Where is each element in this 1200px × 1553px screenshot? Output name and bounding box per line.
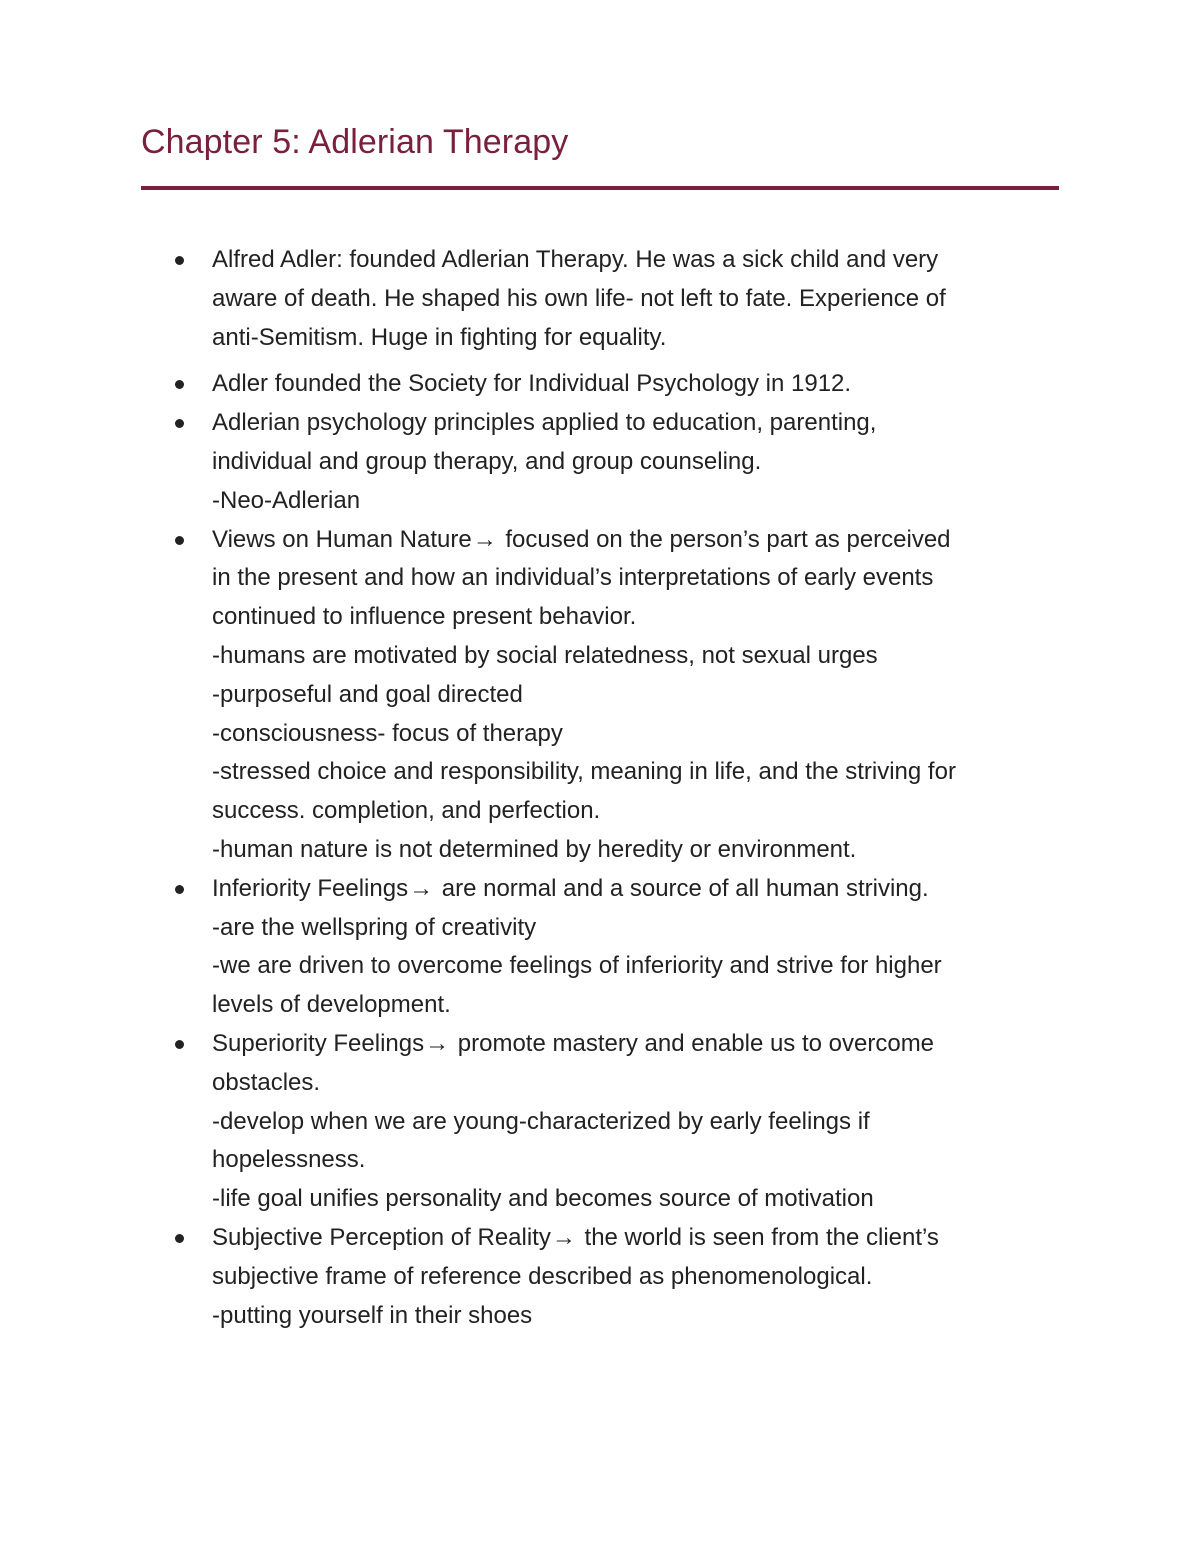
bullet-line [212,870,1072,909]
bullet-line [212,1103,1072,1142]
bullet-text: focused on the person’s part as perceived [498,525,951,553]
bullet-text: success. completion, and perfection. [212,797,601,825]
bullet-text: obstacles. [212,1068,321,1096]
bullet-item [212,1219,1072,1335]
bullet-dot-icon [175,1234,184,1243]
bullet-item [212,365,1072,404]
bullet-dot-icon [175,536,184,545]
bullet-item [212,241,1072,357]
bullet-line [212,986,1072,1025]
bullet-line [212,365,1072,404]
arrow-right-icon: → [551,1223,576,1251]
bullet-text: continued to influence present behavior. [212,603,637,631]
bullet-item [212,870,1072,1025]
bullet-line [212,404,1072,443]
bullet-text: Alfred Adler: founded Adlerian Therapy. He was a sick child and very [212,246,939,273]
bullet-text: Adler founded the Society for Individual Psychology in 1912. [212,370,852,398]
bullet-line [212,715,1072,754]
bullet-text: -Neo-Adlerian [212,486,361,514]
bullet-line [212,1297,1072,1336]
bullet-line [212,1258,1072,1297]
bullet-text: -consciousness- focus of therapy [212,719,563,747]
bullet-line [212,1219,1072,1258]
bullet-term: Superiority Feelings [212,1029,425,1057]
bullet-text: individual and group therapy, and group counseling. [212,447,762,475]
bullet-text: anti-Semitism. Huge in fighting for equality. [212,323,667,351]
bullet-line [212,521,1072,560]
bullet-text: -develop when we are young-characterized by early feelings if [212,1107,870,1135]
page-title: Chapter 5: Adlerian Therapy [141,123,569,161]
bullet-line [212,637,1072,676]
bullet-line [212,792,1072,831]
bullet-text: subjective frame of reference described as phenomenological. [212,1262,873,1290]
bullet-item [212,1025,1072,1219]
bullet-dot-icon [175,380,184,389]
bullet-text: -are the wellspring of creativity [212,913,537,941]
bullet-text: -we are driven to overcome feelings of inferiority and strive for higher [212,952,942,980]
bullet-term: Subjective Perception of Reality [212,1223,551,1251]
bullet-item [212,521,1072,870]
bullet-text: are normal and a source of all human striving. [435,874,929,902]
bullet-text: Adlerian psychology principles applied to education, parenting, [212,409,877,437]
bullet-text: -putting yourself in their shoes [212,1301,533,1329]
bullet-line [212,1025,1072,1064]
bullet-dot-icon [175,1040,184,1049]
bullet-line [212,559,1072,598]
bullet-line [212,1180,1072,1219]
bullet-line [212,598,1072,637]
bullet-list [212,241,1072,1335]
bullet-line [212,482,1072,521]
bullet-line [212,280,1072,319]
bullet-line [212,319,1072,358]
bullet-line [212,676,1072,715]
bullet-text: -purposeful and goal directed [212,680,523,708]
bullet-line [212,1064,1072,1103]
bullet-term: Views on Human Nature [212,525,472,553]
bullet-line [212,443,1072,482]
bullet-line [212,241,1072,280]
bullet-term: Inferiority Feelings [212,874,409,902]
bullet-text: -human nature is not determined by heredity or environment. [212,835,857,863]
bullet-text: promote mastery and enable us to overcome [451,1029,935,1057]
bullet-text: hopelessness. [212,1146,366,1174]
bullet-dot-icon [175,419,184,428]
title-divider [141,186,1059,190]
arrow-right-icon: → [425,1029,450,1057]
bullet-item [212,404,1072,520]
bullet-dot-icon [175,885,184,894]
bullet-line [212,753,1072,792]
bullet-text: in the present and how an individual’s interpretations of early events [212,564,934,592]
arrow-right-icon: → [409,874,434,902]
bullet-text: -stressed choice and responsibility, meaning in life, and the striving for [212,758,956,786]
bullet-line [212,909,1072,948]
bullet-text: levels of development. [212,991,451,1019]
bullet-dot-icon [175,256,184,265]
bullet-text: the world is seen from the client’s [577,1223,939,1251]
bullet-text: -life goal unifies personality and becomes source of motivation [212,1185,874,1213]
bullet-text: -humans are motivated by social relatedness, not sexual urges [212,641,878,669]
bullet-line [212,1141,1072,1180]
bullet-line [212,831,1072,870]
arrow-right-icon: → [472,525,497,553]
bullet-text: aware of death. He shaped his own life- not left to fate. Experience of [212,284,946,312]
bullet-line [212,947,1072,986]
